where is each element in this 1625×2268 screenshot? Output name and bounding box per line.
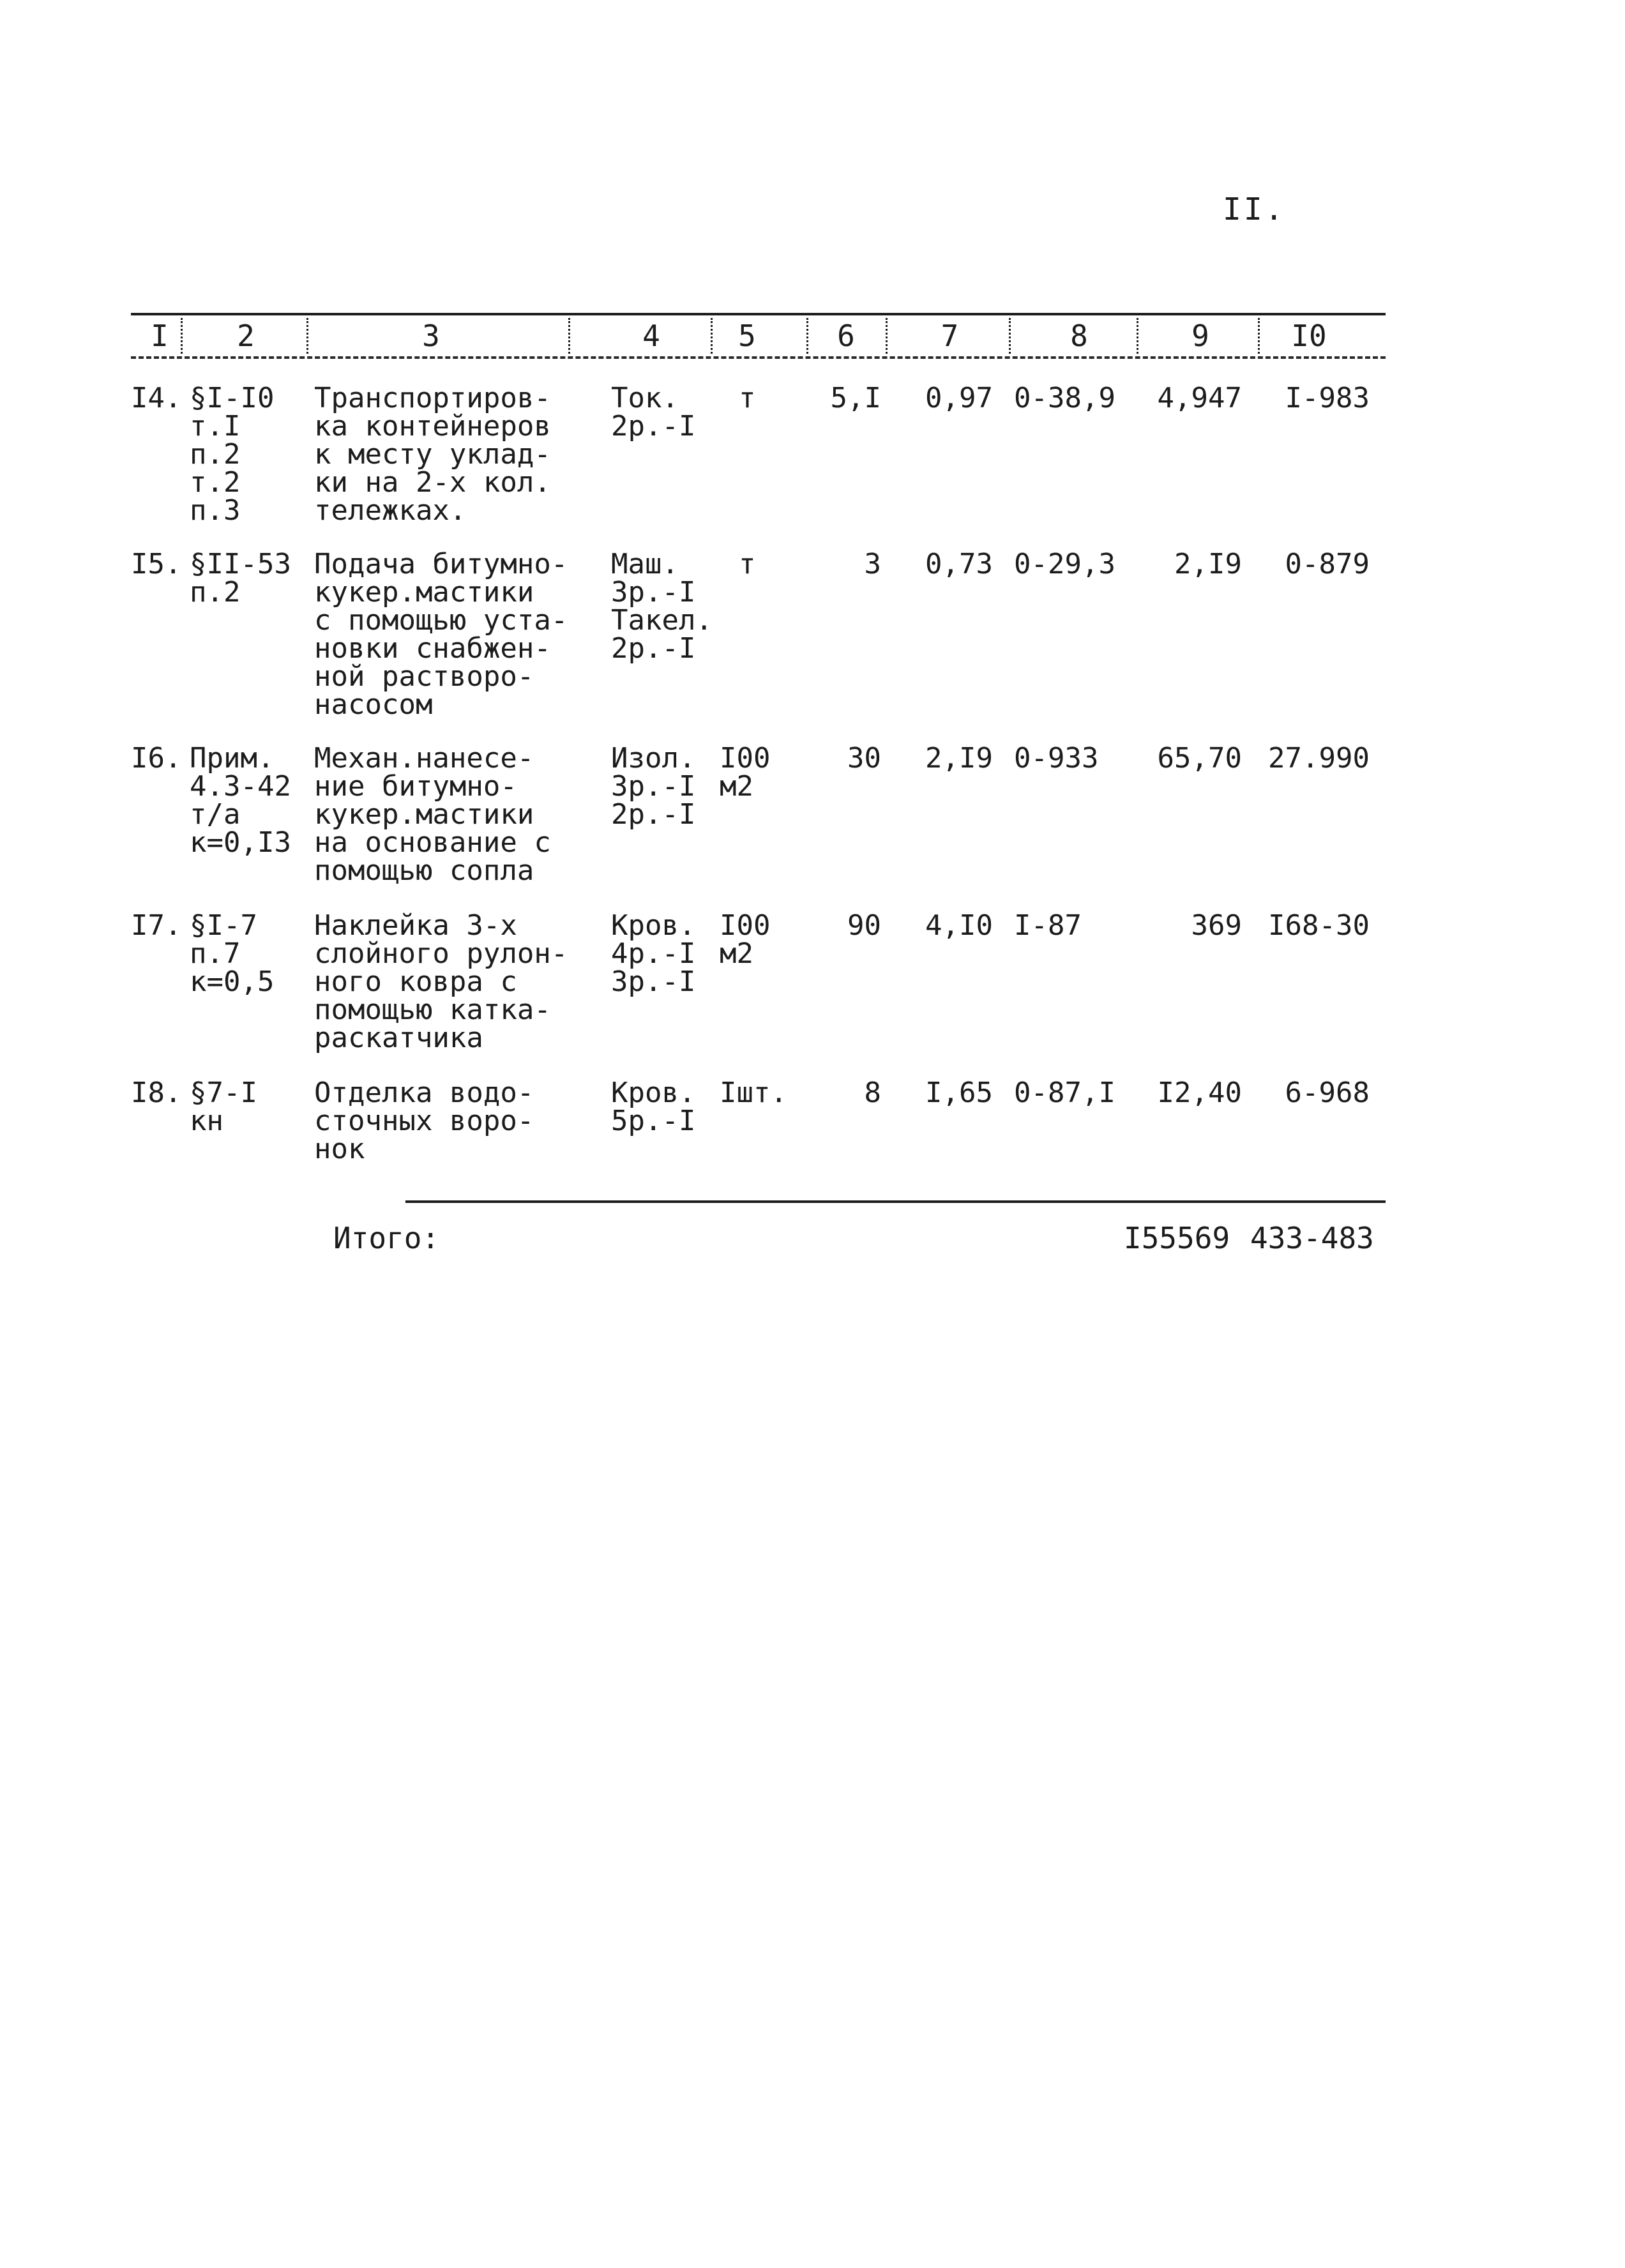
quantity: 90 [847, 909, 881, 942]
total-norm: I2,40 [1157, 1077, 1242, 1109]
header-col-1: I [151, 319, 169, 353]
header-col-5: 5 [738, 319, 756, 353]
work-description: Отделка водо- сточных воро- нок [314, 1077, 534, 1165]
column-separator [306, 318, 308, 354]
time-norm: I,65 [925, 1077, 993, 1109]
worker-category: Кров. 4р.-I 3р.-I [611, 909, 696, 998]
time-norm: 0,97 [925, 382, 993, 414]
quantity: 30 [847, 742, 881, 775]
column-separator [181, 318, 183, 354]
row-number: I5. [131, 548, 182, 580]
time-norm: 0,73 [925, 548, 993, 580]
header-col-3: 3 [422, 319, 440, 353]
header-col-2: 2 [237, 319, 255, 353]
rate: 0-933 [1014, 742, 1099, 775]
quantity: 3 [864, 548, 881, 580]
rate: 0-29,3 [1014, 548, 1115, 580]
quantity: 5,I [830, 382, 881, 414]
column-separator [1258, 318, 1260, 354]
worker-category: Кров. 5р.-I [611, 1077, 696, 1137]
unit: т [739, 548, 756, 580]
rate: 0-87,I [1014, 1077, 1115, 1109]
unit: т [739, 382, 756, 414]
work-description: Механ.нанесе- ние битумно- кукер.мастики на основание с помощью сопла [314, 742, 551, 887]
header-col-6: 6 [837, 319, 855, 353]
rate: I-87 [1014, 909, 1082, 942]
table-header-row [131, 315, 1386, 356]
worker-category: Изол. 3р.-I 2р.-I [611, 742, 696, 831]
time-norm: 2,I9 [925, 742, 993, 775]
table-body [131, 359, 1386, 1202]
unit: Iшт. [720, 1077, 787, 1109]
row-number: I8. [131, 1077, 182, 1109]
time-norm: 4,I0 [925, 909, 993, 942]
total-norm: 65,70 [1157, 742, 1242, 775]
total-cost: 6-968 [1285, 1077, 1370, 1109]
worker-category: Маш. 3р.-I Такел. 2р.-I [611, 548, 713, 665]
total-cost: I-983 [1285, 382, 1370, 414]
row-number: I6. [131, 742, 182, 775]
norm-code: §7-I кн [190, 1077, 257, 1137]
worker-category: Ток. 2р.-I [611, 382, 696, 442]
total-value-cost: 433-483 [1250, 1221, 1374, 1255]
quantity: 8 [864, 1077, 881, 1109]
row-number: I7. [131, 909, 182, 942]
unit: I00 м2 [720, 909, 771, 970]
total-norm: 4,947 [1157, 382, 1242, 414]
rate: 0-38,9 [1014, 382, 1115, 414]
header-col-7: 7 [941, 319, 959, 353]
header-col-9: 9 [1191, 319, 1209, 353]
total-cost: I68-30 [1268, 909, 1370, 942]
work-description: Наклейка 3-х слойного рулон- ного ковра с помощью катка- раскатчика [314, 909, 568, 1054]
norm-code: §I-I0 т.I п.2 т.2 п.3 [190, 382, 275, 527]
total-cost: 27.990 [1268, 742, 1370, 775]
header-col-4: 4 [642, 319, 660, 353]
row-number: I4. [131, 382, 182, 414]
column-separator [1009, 318, 1011, 354]
total-cost: 0-879 [1285, 548, 1370, 580]
norm-code: §I-7 п.7 к=0,5 [190, 909, 275, 998]
page-number: II. [1223, 192, 1286, 227]
column-separator [886, 318, 888, 354]
total-label: Итого: [333, 1221, 440, 1255]
estimate-table [131, 313, 1386, 1202]
work-description: Транспортиров- ка контейнеров к месту уклад- ки на 2-х кол. тележках. [314, 382, 551, 527]
header-col-8: 8 [1070, 319, 1088, 353]
header-col-10: I0 [1291, 319, 1327, 353]
total-norm: 369 [1191, 909, 1242, 942]
column-separator [568, 318, 570, 354]
work-description: Подача битумно- кукер.мастики с помощью уста- новки снабжен- ной растворо- насосом [314, 548, 568, 721]
total-norm: 2,I9 [1174, 548, 1242, 580]
norm-code: Прим. 4.3-42 т/а к=0,I3 [190, 742, 291, 859]
total-value-norm: I55569 [1124, 1221, 1230, 1255]
column-separator [711, 318, 713, 354]
norm-code: §II-53 п.2 [190, 548, 291, 609]
total-rule [405, 1200, 1386, 1203]
column-separator [1137, 318, 1138, 354]
unit: I00 м2 [720, 742, 771, 803]
